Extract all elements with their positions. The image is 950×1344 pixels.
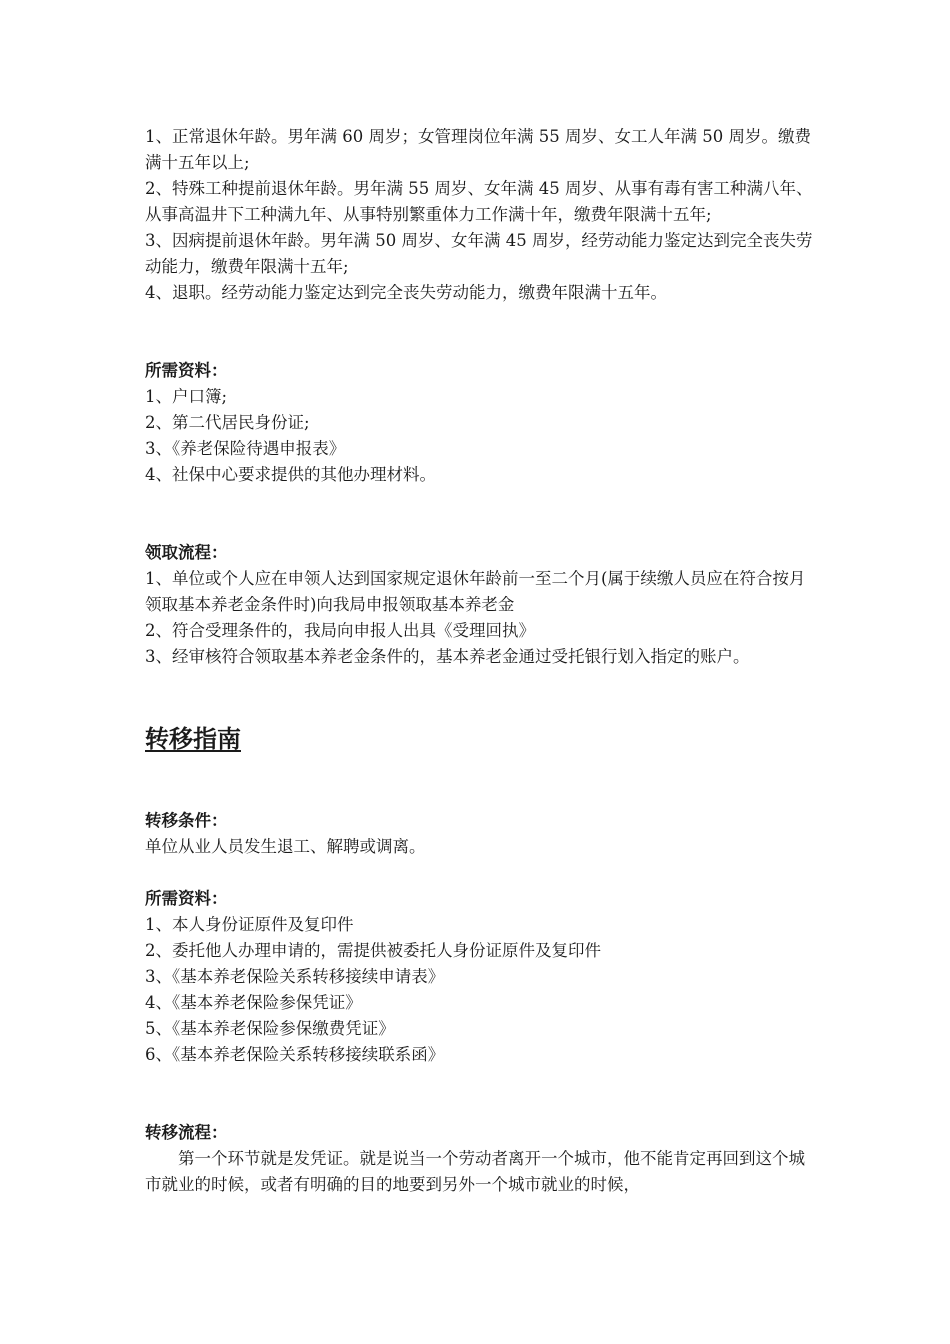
transfer-materials-heading: 所需资料： (145, 889, 228, 908)
transfer-materials-item-3: 3、《基本养老保险关系转移接续申请表》 (145, 967, 445, 986)
transfer-materials-item-5: 5、《基本养老保险参保缴费凭证》 (145, 1019, 395, 1038)
retirement-condition-3: 3、因病提前退休年龄。男年满 50 周岁、女年满 45 周岁，经劳动能力鉴定达到完全丧失劳动能力，缴费年限满十五年; (145, 231, 813, 276)
document-page (145, 124, 817, 1198)
spacer (145, 306, 817, 358)
transfer-process-heading: 转移流程： (145, 1123, 228, 1142)
transfer-materials-item-1: 1、本人身份证原件及复印件 (145, 915, 354, 934)
materials-item-3: 3、《养老保险待遇申报表》 (145, 439, 346, 458)
materials-item-1: 1、户口簿; (145, 387, 228, 406)
materials-heading: 所需资料： (145, 361, 228, 380)
claim-process-item-2: 2、符合受理条件的，我局向申报人出具《受理回执》 (145, 621, 535, 640)
transfer-conditions-text: 单位从业人员发生退工、解聘或调离。 (145, 837, 426, 856)
spacer (145, 1068, 817, 1120)
retirement-condition-1: 1、正常退休年龄。男年满 60 周岁；女管理岗位年满 55 周岁、女工人年满 50 周岁。缴费满十五年以上; (145, 127, 811, 172)
spacer (145, 670, 817, 722)
materials-item-4: 4、社保中心要求提供的其他办理材料。 (145, 465, 436, 484)
claim-process-heading: 领取流程： (145, 543, 228, 562)
transfer-guide-title: 转移指南 (145, 724, 241, 753)
claim-process-item-3: 3、经审核符合领取基本养老金条件的，基本养老金通过受托银行划入指定的账户。 (145, 647, 750, 666)
transfer-materials-item-2: 2、委托他人办理申请的，需提供被委托人身份证原件及复印件 (145, 941, 601, 960)
spacer (145, 756, 817, 808)
transfer-materials-item-4: 4、《基本养老保险参保凭证》 (145, 993, 362, 1012)
materials-item-2: 2、第二代居民身份证; (145, 413, 310, 432)
claim-process-item-1: 1、单位或个人应在申领人达到国家规定退休年龄前一至二个月(属于续缴人员应在符合按月领取基本养老金条件时)向我局申报领取基本养老金 (145, 569, 806, 614)
transfer-process-text: 第一个环节就是发凭证。就是说当一个劳动者离开一个城市，他不能肯定再回到这个城市就业的时候，或者有明确的目的地要到另外一个城市就业的时候， (145, 1149, 805, 1194)
retirement-condition-4: 4、退职。经劳动能力鉴定达到完全丧失劳动能力，缴费年限满十五年。 (145, 283, 667, 302)
spacer (145, 860, 817, 886)
transfer-conditions-heading: 转移条件： (145, 811, 228, 830)
transfer-materials-item-6: 6、《基本养老保险关系转移接续联系函》 (145, 1045, 445, 1064)
spacer (145, 488, 817, 540)
retirement-condition-2: 2、特殊工种提前退休年龄。男年满 55 周岁、女年满 45 周岁、从事有毒有害工种满八年、从事高温井下工种满九年、从事特别繁重体力工作满十年，缴费年限满十五年; (145, 179, 813, 224)
